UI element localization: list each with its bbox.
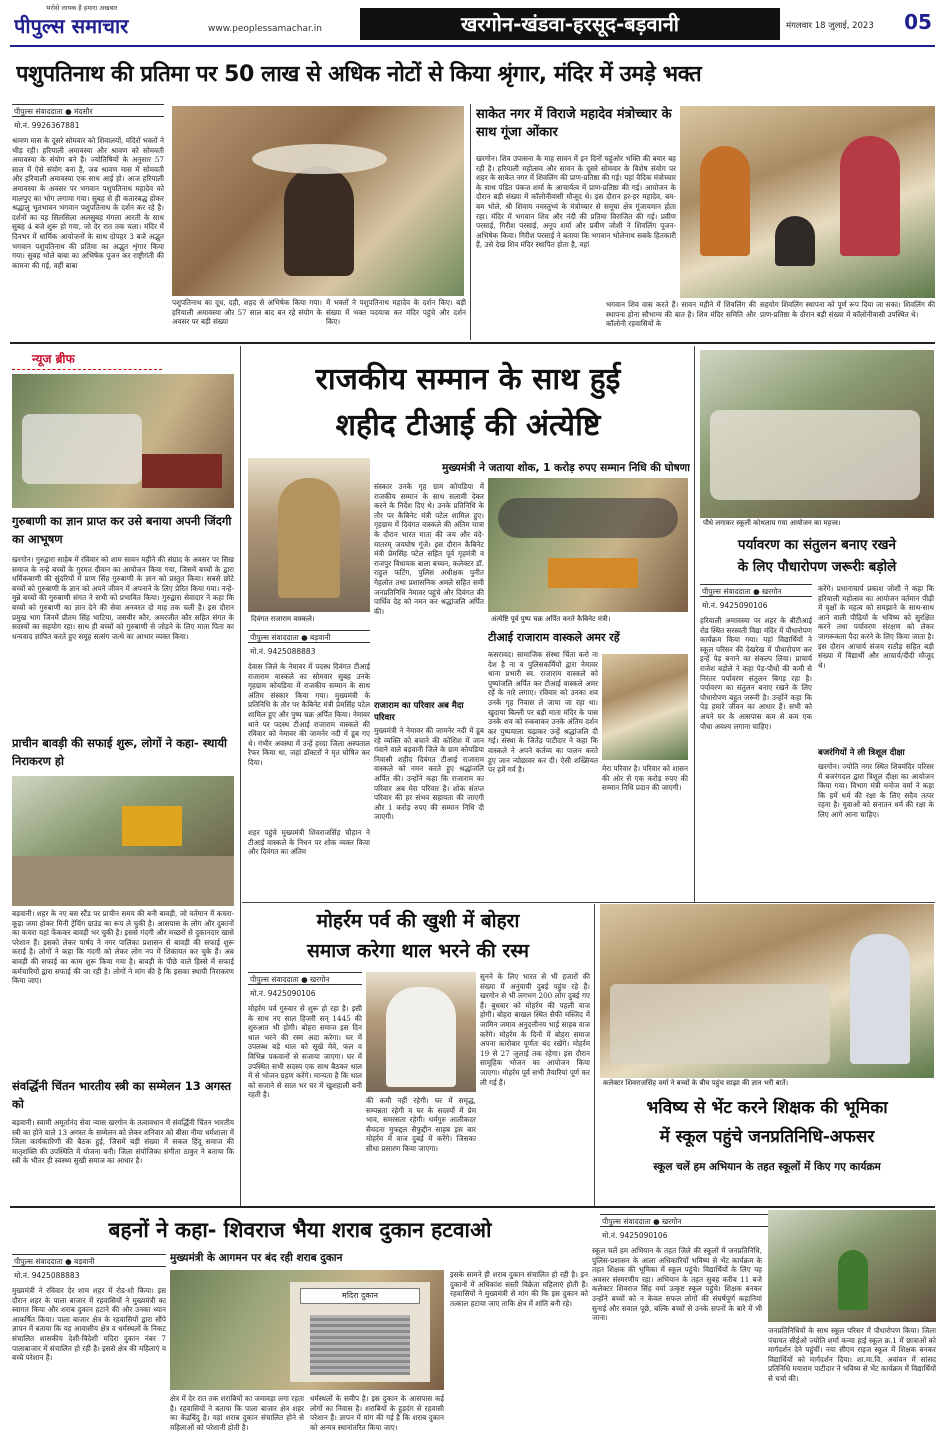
article6-headline-2: में स्कूल पहुंचे जनप्रतिनिधि-अफसर [659, 1127, 875, 1147]
article3-byline: पीपुल्स संवाददाता ● बड़वानी [248, 630, 370, 643]
article6-body: स्कूल चलें हम अभियान के तहत जिले की स्कूलों में जनप्रतिनिधि, पुलिस-प्रशासन के आला अधिकारियों भविष्य से भेंट कार्यक्रम के तहत शिक्षक की भूमिका में स्कूल पहुंचे। विद्यार्थियों के लिए यह अवसर संस्मरणीय रहा। अभियान के तहत सुबह करीब 11 बजे कलेक्टर शिवराज सिंह वर्मा उत्कृष्ट स्कूल पहुंचे। शिक्षक बनकर उन्होंने बच्चों को न केवल सफल लोगों की संघर्षपूर्ण कहानियां सुनाई और सवाल पूछे, बल्कि बच्चों से उनके सपनों के बारे में भी जाना। [592, 1246, 762, 1323]
liquor-shop-photo [170, 1270, 444, 1390]
coffin [548, 558, 638, 588]
shivling-photo [172, 106, 464, 296]
brief2-body: बड़वानी। शहर के नए बस स्टैंड पर प्राचीन समय की बनी बावड़ी, जो वर्तमान में कचरा-कूड़ा जमा होकर मिनी ट्रेंचिंग ग्राउंड का रूप ले चुकी है। आसपास के लोग और दुकानों का कचरा यहां फेंककर बावड़ी भर चुकी है। इससे गंदगी और मच्छरों से दुकानदार खासे परेशान हैं। इसको लेकर पार्षद ने नगर पालिका प्रशासन से बावड़ी की सफाई शुरू कराई है। लोगों ने कहा कि गंदगी को लेकर लोग नप में शिकायत कर चुके हैं। अब बावड़ी की सफाई का काम शुरू किया गया है। बावड़ी के पीछे वाले हिस्से में सफाई कर्मचारियों द्वारा सफाई की जा रही है। लोगों ने मांग की है कि इसका स्थायी निराकरण किया जाए। [12, 909, 234, 986]
issue-date: मंगलवार 18 जुलाई, 2023 [786, 21, 874, 31]
article4-body-2: करेंगे। प्रधानाचार्य प्रकाश जोशी ने कहा कि हरियाली महोत्सव का आयोजन वर्तमान पीढ़ी में वृक्षों के महत्व को समझाने के साथ-साथ आने वाली पीढ़ियों के भविष्य को सुरक्षित करने तथा पर्यावरण संरक्षण को लेकर जागरूकता पैदा करने के लिए किया जाता है। इस दौरान आचार्य संजय राठौड़ सहित बड़ी संख्या में विद्यार्थी और आचार्य/दीदी मौजूद थे। [818, 584, 934, 670]
article3-headline-1: राजकीय सम्मान के साथ हुई [315, 362, 621, 397]
article3-body-c: संस्कार उनके गृह ग्राम कोयडिया में राजकीय सम्मान के साथ सलामी देकर करने के निर्देश दिए थे। उनके प्रतिनिधि के तौर पर कैबिनेट मंत्री पटेल शामिल हुए। गृहग्राम में दिवंगत वास्कले की अंतिम यात्रा के दौरान भारत माता की जय और वंदे-मातरम् जयघोष गूंजे। इस दौरान कैबिनेट मंत्री प्रेमसिंह पटेल सहित पूर्व गृहमंत्री व राजपुर विधायक बाला बच्चन, कलेक्टर डॉ. राहुल फटिंग, पुलिस अधीक्षक पुनीत गेहलोत तथा प्रशासनिक अमले सहित समी जनप्रतिनिधि नेमावर पहुंचे और दिवंगत की पार्थिव देह को नमन कर श्रद्धांजलि अर्पित की। [374, 482, 484, 616]
priest-figure [700, 146, 750, 256]
article7-byline: पीपुल्स संवाददाता ● बड़वानी [12, 1254, 166, 1267]
region-title: खरगोन-खंडवा-हरसूद-बड़वानी [461, 12, 679, 36]
brief3-body: बड़वानी। स्वामी अमूर्तानंद सेवा न्यास खरगोन के तत्वावधान में संवर्द्धिनी चिंतन भारतीय स्त्री का होने वाले 13 अगस्त के सम्मेलन को लेकर शनिवार को बीसा नीमा धर्मशाला में जिला कार्यकारिणी की बैठक हुई, जिसमें बड़ी संख्या में सकल हिंदू समाज की मातृशक्ति की उपस्थिति में योजना बनी। जिला संयोजिका संगीता ठाकुर ने बताया कि स्त्री के भीतर ही स्वस्थ्य सुखी समाज का आधार है। [12, 1118, 234, 1166]
article3-subhead-2: राजाराम का परिवार अब मैदा परिवार [374, 701, 464, 723]
classroom-photo [600, 904, 934, 1078]
children-group [22, 414, 142, 484]
article1-mobile: मो.नं. 9926367881 [14, 121, 80, 130]
article4-headline-1: पर्यावरण का संतुलन बनाए रखने [737, 537, 897, 553]
plantation-caption: पौधे लगाकर स्कूली कोथलाय गया आयोजन का महत्त्व। [700, 518, 934, 530]
article5-mobile: मो.नं. 9425090106 [250, 989, 316, 998]
article6-headline-1: भविष्य से भेंट करने शिक्षक की भूमिका [646, 1098, 888, 1118]
article5-headline-2: समाज करेगा थाल भरने की रस्म [307, 940, 529, 962]
students-rows [610, 984, 830, 1064]
sapling [838, 1250, 868, 1310]
notes-garland [252, 144, 387, 174]
article4-body: हरियाली अमावस्या पर शहर के बीटीआई रोड स्थित सरस्वती विद्या मंदिर में पौधारोपण कार्यक्रम किया गया। यहां विद्यार्थियों ने स्कूल परिसर की देखरेख में पौधारोपण कर इन्हें पेड़ बनाने का संकल्प लिया। प्राचार्य राजेश बड़ोले ने कहा पेड़-पौधों की कमी से निरंतर पर्यावरण संतुलन बिगड़ रहा है। पर्यावरण का संतुलन बनाए रखने के लिए पौधारोपण बहुत जरूरी है। उन्होंने कहा कि पेड़ हमारे जीवन का आधार हैं। सभी को अपने घर के आसपास कम से कम एक पौधा अवश्य लगाना चाहिए। [700, 616, 812, 731]
website-link[interactable]: www.peoplessamachar.in [208, 24, 322, 34]
article5-body-3: सुनने के लिए भारत से भी हजारों की संख्या में अनुयायी दुबई पहुंच रहे हैं। खरगोन से भी लगभग 200 लोग दुबई गए हैं। बुधवार को मोहर्रम की पहली वाज होगी। बोहरा बाखल स्थित सैफी मस्जिद में जामिन जमाव अनुदत्तीनय भाई साहब वाज करेंगे। मोहर्रम के दिनों में बोहरा समाज अपना कारोबार पूर्णतः बंद रखेंगे। मोहर्रम 19 से 27 जुलाई तक रहेगा। इस दौरान सामूहिक भोजन का आयोजन किया जाएगा। मोहर्रम पूर्व सभी तैयारियां पूर्ण कर ली गई हैं। [480, 972, 590, 1087]
ti-portrait-photo [248, 458, 370, 612]
article1-headline: पशुपतिनाथ की प्रतिमा पर 50 लाख से अधिक नोटों से किया श्रृंगार, मंदिर में उमड़े भक्त [16, 62, 702, 87]
article4-body-3: खरगोन। ज्योति नगर स्थित शिवमंदिर परिसर में बजरंगदल द्वारा त्रिशूल दीक्षा का आयोजन किया गया। विभाग मंत्री मनोज वर्मा ने कहा कि हमें धर्म की रक्षा के लिए सदैव तत्पर रहना है। युवाओं को सनातन धर्म की रक्षा के लिए आगे आना चाहिए। [818, 762, 934, 819]
article6-byline: पीपुल्स संवाददाता ● खरगोन [600, 1214, 768, 1227]
collector-figure [850, 934, 910, 1064]
cleric-photo [366, 972, 476, 1092]
article3-body-e: कसरावद। सामाजिक संस्था चिंता करो ना देश है ना व पुलिसकर्मियों द्वारा नेमावर थाना प्रभारी स्व. राजाराम वास्कले को पुष्पांजलि अर्पित कर टीआई वास्कले अमर रहें के नारे लगाए। रविवार को उनका शव उनके गृह निवास ले जाया जा रहा था। खुदाया बिल्ली पर बड़ी माता मंदिर के पास उनके शव को रुकवाकर उनके अंतिम दर्शन कर पुष्पमाला चढ़ाकर उन्हें श्रद्धांजलि दी गई। संस्था के जितेंद्र पाटीदार ने कहा कि वास्कले ने अपने कर्तव्य का पालन करते हुए जान न्योछावर कर दी। ऐसी शख्सियत पर हमें गर्व है। [488, 650, 598, 775]
tagline: भरोसे लायक है हमारा अखबार [46, 4, 118, 12]
puja-photo [680, 106, 935, 298]
news-brief-label [12, 348, 162, 370]
article4-subhead: बजरंगियों ने ली त्रिशूल दीक्षा [818, 748, 905, 758]
article3-body-d: मुख्यमंत्री ने नेमावर की जामनेर नदी में डूब रहे व्यक्ति को बचाने की कोशिश में जान गंवाने वाले बड़वानी जिले के ग्राम कोयडिया निवासी शहीद दिवंगत टीआई राजाराम वास्कले को नमन करते हुए श्रद्धांजलि अर्पित की। उन्होंने कहा कि राजाराम का परिवार अब मेरा परिवार है। शोक संतप्त परिवार की हर संभव सहायता की जाएगी और 1 करोड़ रुपए की सम्मान निधि दी जाएगी। [374, 726, 484, 822]
article6-mobile: मो.नं. 9425090106 [602, 1231, 668, 1240]
cleric-figure [386, 987, 456, 1087]
woman-figure [840, 136, 900, 256]
article3-body-b: शहर पहुंचे मुख्यमंत्री शिवराजसिंह चौहान ने टीआई वास्कले के निधन पर शोक व्यक्त किया और दिवंगत का अंतिम [248, 828, 370, 857]
article3-body-f: मेरा परिवार है। परिवार को शासन की ओर से एक करोड़ रुपए की सम्मान निधि प्रदान की जाएगी। [602, 764, 688, 793]
plantation-photo [700, 350, 934, 518]
article3-body: देवास जिले के नेमावर में पदस्थ दिवंगत टीआई राजाराम वास्कले का सोमवार सुबह उनके गृहग्राम कोयडिया में राजकीय सम्मान के साथ अंतिम संस्कार किया गया। मुख्यमंत्री के प्रतिनिधि के तौर पर कैबिनेट मंत्री प्रेमसिंह पटेल शामिल हुए और पुष्प चक्र अर्पित किया। नेमावर थाने पर पदस्थ टीआई राजाराम वास्कले की रविवार को नेमावर की जामनेर नदी में डूब गए थे। गंभीर अवस्था में उन्हें हरदा जिला अस्पताल रैफर किया था, जहां डॉक्टरों ने मृत घोषित कर दिया। [248, 662, 370, 767]
article5-headline-1: मोहर्रम पर्व की खुशी में बोहरा [316, 910, 520, 932]
stepwell-photo [12, 776, 234, 906]
article6-body-2: जनप्रतिनिधियों के साथ स्कूल परिसर में पौधारोपण किया। जिला पंचायत सीईओ ज्योति शर्मा कन्या हाई स्कूल क्र.1 में छात्राओं को मार्गदर्शन देने पहुंचीं। नया सीएम राइज स्कूल में शिक्षक बनकर विद्यार्थियों को मार्गदर्शन दिया। शा.मा.वि. अवांवन में सांसद प्रतिनिधि मयाराम पाटीदार ने भविष्य से भेंट कार्यक्रम में विद्यार्थियों से चर्चा की। [768, 1326, 936, 1383]
tribute-photo [602, 654, 688, 760]
article3-subheadline: मुख्यमंत्री ने जताया शोक, 1 करोड़ रुपए सम्मान निधि की घोषणा [442, 462, 690, 474]
gurudwara-photo [12, 374, 234, 508]
article3-mobile: मो.नं. 9425088883 [250, 647, 316, 656]
article7-body: मुख्यमंत्री ने रविवार देर शाम शहर में रोड-शो किया। इस दौरान शहर के पाला बाजार में रहवासियों ने मुख्यमंत्री का स्वागत किया और शराब दुकान हटाने की और उनका ध्यान आकर्षित किया। पाला बाजार क्षेत्र के रहवासियों द्वारा सौंपे ज्ञापन में बताया कि यह आवासीय क्षेत्र व धर्मस्थलों के निकट संचालित शासकीय देशी-विदेशी मदिरा दुकान नंबर 7 पालाबाजार में संचालित हो रही है। इससे क्षेत्र की महिलाएं व बच्चे परेशान हैं। [12, 1286, 166, 1363]
article3-subhead-3: टीआई राजाराम वास्कले अमर रहें [488, 631, 620, 644]
ti-portrait-caption: दिवंगत राजाराम वास्कले। [248, 614, 370, 626]
article1-byline: पीपुल्स संवाददाता ● मंदसौर [12, 104, 164, 117]
officer-figure [278, 478, 340, 598]
article3-headline-2: शहीद टीआई की अंत्येष्टि [335, 408, 601, 443]
debris-pile [12, 856, 234, 906]
paper-name: पीपुल्स समाचार [14, 14, 129, 38]
article7-subheadline: मुख्यमंत्री के आगमन पर बंद रही शराब दुकान [170, 1252, 343, 1264]
shop-sign-text: मदिरा दुकान [342, 1291, 378, 1300]
brief3-headline: संवर्द्धिनी चिंतन भारतीय स्त्री का सम्मेलन 13 अगस्त को [12, 1079, 232, 1111]
news-brief-title: न्यूज ब्रीफ [32, 352, 75, 366]
region-banner [360, 8, 780, 40]
shop-sign [300, 1288, 420, 1304]
brief1-body: खरगोन। गुरुद्वारा साहेब में रविवार को शाम सावन महीने की संग्राद के अवसर पर सिख समाज के नन्हे बच्चों के गुरमत दीवान का आयोजन किया गया, जिसमें बच्चों के द्वारा धर्मिकबाणी की सुंदरियों में प्राण सिंह गुरुबाणी के ज्ञान को प्रस्तुत किया। सबसे छोटे बच्चों को गुरुबाणी के ज्ञान को अपने जीवन में अपनाने के लिए प्रेरित किया गया। नन्हे-मुन्ने बच्चों की गुरुबाणी संगत ने सभी को प्रभावित किया। गुरुद्वारा सेवादार ने कहा कि बच्चों को गुरुबाणी का ज्ञान देने की सेवा अनवरत दो माह तक चली है। इस दौरान प्रमुख भाग जिनमें प्रीतम सिंह भाटिया, जसवीर कौर, अमरजीत कौर सहित संगत के सदस्यों का सहयोग रहा। साथ ही बच्चों को गुरुबाणी से जोड़ने के लिए माता पिता का धन्यवाद ज्ञापित करते हुए समूह सत्संग जत्थे का आभार व्यक्त किया। [12, 555, 234, 641]
students-group [710, 410, 920, 500]
shivling-small [775, 216, 815, 266]
article2-body: खरगोन। शिव उपासना के माह सावन में इन दिनों चहुंओर भक्ति की बयार बह रही है। हरियाली महोत्सव और सावन के दूसरे सोमवार के विशेष संयोग पर शहर के साकेत नगर में शिवलिंग की प्राण-प्रतिष्ठा की गई। यहां वैदिक मंत्रोच्चार के साथ पंडित पंकज शर्मा के आचार्यत्व में प्राण-प्रतिष्ठा की गई। आयोजन के दौरान बड़ी संख्या में कॉलोनीवासी मौजूद थे। इस दौरान हर-हर महादेव, बम-बम भोले, श्री शिवाय नमस्तुभ्यं के मंत्रोच्चार से समूचा क्षेत्र गूंजायमान होता रहा। मंदिर में भगवान शिव और नंदी की प्रतिमा विराजित की गई। प्रवीण परसाई, गिरीश परसाई, अनूप शर्मा और प्रवीण जोशी ने शिवलिंग पूजन-अभिषेक किया। गिरीश परसाई ने बताया कि भगवान भोलेनाथ सबके हितकारी हैं, उसे देख शिव मंदिर स्थापित होता है, वहां [476, 154, 676, 250]
article5-body: मोहर्रम पर्व गुरुवार से शुरू हो रहा है। इसी के साथ नए साल हिजरी सन् 1445 की शुरुआत भी होगी। बोहरा समाज इस दिन थाल भरने की रस्म अदा करेगा। घर में उपलब्ध बड़े थाल को सूखे मेवे, फल व विभिन्न पकवानों से सजाया जाएगा। घर में उपस्थित सभी सदस्य एक साथ बैठकर थाल में से भोजन ग्रहण करेंगे। मान्यता है कि थाल को सजाने से साल भर घर में खुशहाली बनी रहती है। [248, 1004, 362, 1100]
article7-body-2: क्षेत्र में देर रात तक शराबियों का जमावड़ा लगा रहता है। रहवासियों ने बताया कि पाला बाजार क्षेत्र शहर का केंद्रबिंदु है। यहां शराब दुकान संचालित होने से महिलाओं को परेशानी होती है। [170, 1394, 304, 1432]
article2-body-3: सहयोग शिवलिंग स्थापना को पूर्ण रूप दिया जा सका। शिवलिंग की प्राण-प्रतिष्ठा के दौरान बड़ी संख्या में कॉलोनीवासी उपस्थित थे। [760, 300, 935, 319]
excavator [122, 806, 182, 846]
school-plantation-photo [768, 1210, 936, 1322]
article7-body-3: धर्मस्थलों के समीप है। इस दुकान के आसपास कई लोगों का निवास है। शराबियों के हुड़दंग से रहवासी परेशान हैं। ज्ञापन में मांग की गई है कि शराब दुकान को अन्यत्र स्थानांतरित किया जाए। [310, 1394, 444, 1432]
article5-byline: पीपुल्स संवाददाता ● खरगोन [248, 972, 362, 985]
classroom-caption: कलेक्टर शिवराजसिंह वर्मा ने बच्चों के बीच पहुंच साझा की ज्ञान भरी बातें। [600, 1078, 934, 1090]
article5-body-2: की कमी नहीं रहेगी। घर में समृद्ध, सम्पन्नता रहेगी व घर के सदस्यों में प्रेम भाव, समरसता रहेगी। धर्मगुरु आलीकदर सैयदना मुफद्दल सैफुद्दीन साहब इस बार मोहर्रम में वाज दुबई में करेंगे। जिसका सीधा प्रसारण किया जाएगा। [366, 1096, 476, 1153]
harmonium [142, 454, 222, 488]
umbrellas [498, 498, 678, 538]
article1-body: श्रावण मास के दूसरे सोमवार को शिवालयों, मंदिरों भक्तों ने भीड़ रही। हरियाली अमावस्या और श्रावण को सोमवती अमावस्या के संयोग बने है। ज्योतिषियों के अनुसार 57 साल में ऐसे संयोग बना है, जब श्रावण मास में सोमवती और हरियाली अमावस्या एक साथ आई हो। आज हरियाली अमावस्या के अवसर पर भगवान पशुपतिनाथ महादेव को मालपुए का भोग लगाया गया। सुबह से ही कतारबद्ध होकर श्रद्धालु भूतभावन भगवान पशुपतिनाथ के दर्शन कर रहे है। दर्शनों का यह सिलसिला अलसुबह मंगला आरती के साथ सुबह 4 बजे शुरू हो गया, जो देर रात तक चला। मंदिर में दिनभर में धार्मिक आयोजनों के साथ दोपहर 3 बजे अद्भुत भगवान पशुपतिनाथ की प्रतिमा का अद्भुत शृंगार किया गया। सुबह भोले बाबा का अभिषेक पूजन कर राष्ट्रीगंती की कामना की गई, वहीं बाबा [12, 136, 164, 270]
article7-headline: बहनों ने कहा- शिवराज भैया शराब दुकान हटवाओ [108, 1218, 492, 1242]
article1-continued: में भक्तों ने पशुपतिनाथ महादेव के दर्शन किए। बड़ी संख्या में भक्त पदयात्रा कर मंदिर पहुंचे और दर्शन किए। [326, 298, 466, 327]
article6-subheadline: स्कूल चलें हम अभियान के तहत स्कूलों में किए गए कार्यक्रम [653, 1161, 881, 1173]
masthead [0, 0, 945, 44]
page-number: 05 [904, 10, 932, 34]
shutter [310, 1315, 410, 1375]
shivling-shape [284, 166, 354, 276]
article4-headline-2: के लिए पौधारोपण जरूरीः बड़ोले [737, 559, 897, 575]
article1-photo-caption: पशुपतिनाथ का दूध, दही, शहद से अभिषेक किया गया। हरियाली अमावस्या और 57 साल बाद बन रहे संयोग के अवसर पर बड़ी संख्या [172, 298, 322, 327]
brief2-headline: प्राचीन बावड़ी की सफाई शुरू, लोगों ने कहा- स्थायी निराकरण हो [12, 736, 228, 768]
article4-mobile: मो.नं. 9425090106 [702, 601, 768, 610]
funeral-crowd-photo [488, 478, 688, 612]
article2-headline: साकेत नगर में विराजे महादेव मंत्रोच्चार के साथ गूंजा ओंकार [476, 107, 672, 140]
article7-mobile: मो.नं. 9425088883 [14, 1271, 80, 1280]
article7-body-4: इसके सामने ही शराब दुकान संचालित हो रही है। इन दुकानों में अधिकांश सस्ती विक्रेता महिलाएं होती हैं। रहवासियों ने मुख्यमंत्री से मांग की कि इस दुकान को तत्काल हटाया जाए ताकि क्षेत्र में शांति बनी रहे। [450, 1270, 588, 1308]
article4-byline: पीपुल्स संवाददाता ● खरगोन [700, 584, 812, 597]
funeral-crowd-caption: अंत्येष्टि पूर्व पुष्प चक्र अर्पित करते कैबिनेट मंत्री। [488, 614, 688, 626]
brief1-headline: गुरुबाणी का ज्ञान प्राप्त कर उसे बनाया अपनी जिंदगी का आभूषण [12, 514, 232, 546]
article2-body-2: भगवान शिव वास करते हैं। सावन महीने में शिवलिंग की स्थापना होना सौभाग्य की बात है। शिव मंदिर समिति और कॉलोनी रहवासियों के [606, 300, 756, 329]
